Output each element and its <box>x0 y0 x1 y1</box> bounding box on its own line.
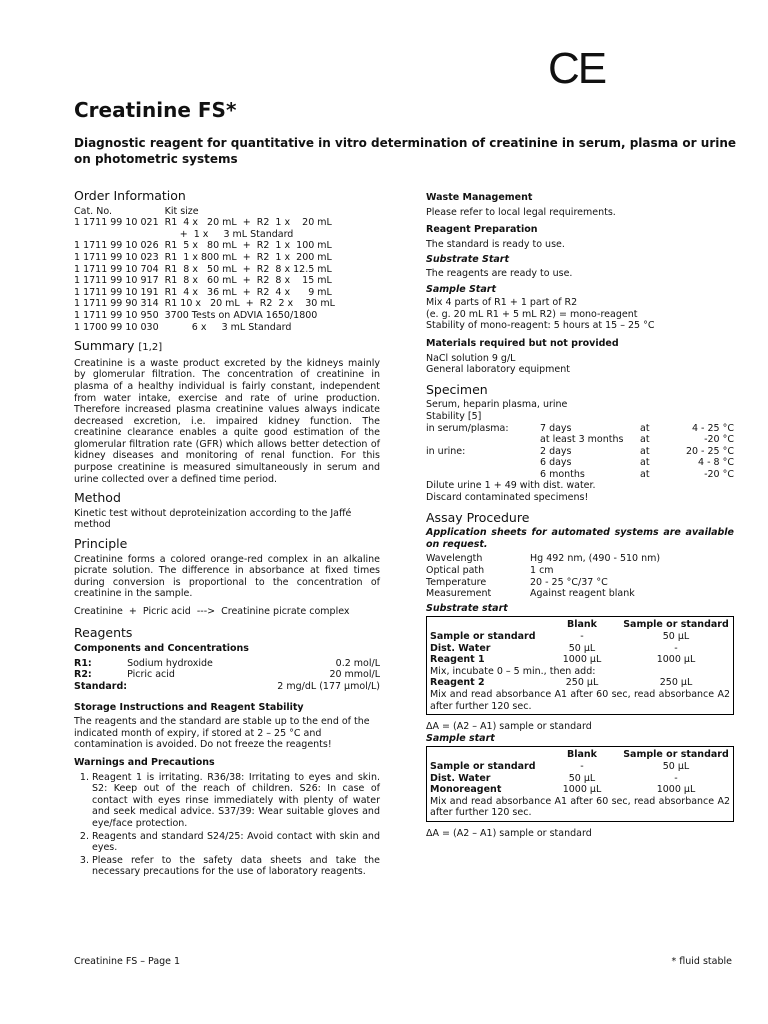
stability-temperature: 4 - 25 °C <box>691 422 734 434</box>
param-label: Measurement <box>426 588 492 600</box>
warnings-heading: Warnings and Precautions <box>74 756 215 768</box>
row-label: Sample or standard <box>430 760 536 772</box>
order-row <box>74 310 341 322</box>
param-value: Hg 492 nm, (490 - 510 nm) <box>530 553 661 565</box>
order-col-kitsize: Kit size <box>164 205 199 217</box>
sample-start-box <box>426 746 734 822</box>
table-row <box>430 677 730 689</box>
table-header-cell <box>430 619 542 631</box>
substrate-start-table <box>430 619 730 712</box>
cat-no: 1 1711 99 10 026 <box>74 240 159 252</box>
prep-heading: Reagent Preparation <box>426 224 538 236</box>
sample-start-line: Mix 4 parts of R1 + 1 part of R2 <box>426 297 578 309</box>
sample-value: 1000 µL <box>656 784 696 796</box>
summary-text: Creatinine is a waste product excreted by the kidneys mainly by glomerular filtration. The concentration of creatinine in plasma of a healthy individual is fairly constant, independent from water intake, exercise and rate of urine production. Therefore increased plasma creatinine values always indicate decreased excretion, i.e. impaired kidney function. The creatinine clearance enables a quite good estimation of the glomerular filtration rate (GFR) which allows better detection of kidney diseases and monitoring of renal function. For this purpose creatinine is measured simultaneously in serum and urine collected over a defined time period. <box>74 357 380 485</box>
right-column <box>426 190 734 840</box>
materials-line: General laboratory equipment <box>426 364 570 376</box>
component-concentration: 20 mmol/L <box>329 669 380 681</box>
component-name <box>127 681 242 693</box>
stability-duration: 7 days <box>540 422 572 434</box>
components-table <box>74 658 380 693</box>
cat-no: 1 1711 99 90 314 <box>74 298 159 310</box>
stability-at: at <box>640 434 650 446</box>
stability-matrix <box>426 469 540 481</box>
blank-value: 1000 µL <box>562 654 602 666</box>
cat-no: 1 1711 99 10 704 <box>74 263 159 275</box>
stability-row <box>426 423 734 435</box>
sample-start-text <box>426 297 734 332</box>
waste-heading: Waste Management <box>426 192 533 203</box>
stability-at: at <box>640 468 650 480</box>
mix-note: Mix and read absorbance A1 after 60 sec, read absorbance A2 after further 120 sec. <box>430 795 730 819</box>
sample-value: 50 µL <box>662 760 690 772</box>
kit-size: R1 8 x 60 mL + R2 8 x 15 mL <box>164 275 332 287</box>
sample-mix-row <box>430 796 730 819</box>
reagents-heading: Reagents <box>74 624 133 640</box>
assay-params-table <box>426 553 734 599</box>
substrate-start-text: The reagents are ready to use. <box>426 267 573 279</box>
delta-formula-1: ΔA = (A2 – A1) sample or standard <box>426 721 592 733</box>
principle-reaction: Creatinine + Picric acid ---> Creatinine picrate complex <box>74 606 350 617</box>
table-row <box>430 784 730 796</box>
stability-at: at <box>640 445 650 457</box>
sample-value: 250 µL <box>659 677 693 689</box>
component-concentration: 0.2 mol/L <box>335 657 380 669</box>
component-name: Sodium hydroxide <box>127 657 213 669</box>
kit-size: R1 1 x 800 mL + R2 1 x 200 mL <box>164 251 332 263</box>
summary-heading <box>74 340 380 354</box>
kit-size: R1 5 x 80 mL + R2 1 x 100 mL <box>164 240 332 252</box>
component-name: Picric acid <box>127 669 175 681</box>
sample-table-header <box>430 749 730 761</box>
order-header-row <box>74 206 341 218</box>
kit-size: R1 8 x 50 mL + R2 8 x 12.5 mL <box>164 263 332 275</box>
sample-value: 1000 µL <box>656 654 696 666</box>
substrate-mix1-row <box>430 666 730 678</box>
cat-no: 1 1700 99 10 030 <box>74 321 159 333</box>
substrate-mix2-row <box>430 689 730 712</box>
footer-note: * fluid stable <box>671 956 732 967</box>
order-row <box>74 229 341 241</box>
blank-value: - <box>580 760 584 772</box>
sample-value: 50 µL <box>662 631 690 642</box>
specimen-line2: Stability [5] <box>426 410 482 422</box>
table-row <box>430 643 730 655</box>
order-heading: Order Information <box>74 188 186 203</box>
order-row <box>74 287 341 299</box>
sample-start-line: (e. g. 20 mL R1 + 5 mL R2) = mono-reagent <box>426 308 638 320</box>
components-heading: Components and Concentrations <box>74 643 249 655</box>
order-row <box>74 275 341 287</box>
stability-matrix: in serum/plasma: <box>426 422 509 434</box>
param-label: Wavelength <box>426 553 483 565</box>
order-row <box>74 240 341 252</box>
table-header-cell: Sample or standard <box>623 749 729 761</box>
cat-no: 1 1711 99 10 950 <box>74 309 159 321</box>
sample-start-table <box>430 749 730 819</box>
substrate-table-header <box>430 619 730 631</box>
method-text: Kinetic test without deproteinization according to the Jaffé method <box>74 507 352 531</box>
kit-size: + 1 x 3 mL Standard <box>164 228 294 240</box>
component-row <box>74 658 380 670</box>
component-label: Standard: <box>74 680 128 692</box>
specimen-line1: Serum, heparin plasma, urine <box>426 399 568 411</box>
stability-row <box>426 469 734 481</box>
assay-heading: Assay Procedure <box>426 509 530 525</box>
stability-duration: 6 days <box>540 457 572 469</box>
param-row <box>426 588 734 600</box>
page-subtitle: Diagnostic reagent for quantitative in vitro determination of creatinine in serum, plasma or urine on photometric systems <box>74 136 737 166</box>
param-row <box>426 565 734 577</box>
kit-size: 3700 Tests on ADVIA 1650/1800 <box>164 309 318 321</box>
stability-temperature: 20 - 25 °C <box>685 445 734 457</box>
component-row <box>74 669 380 681</box>
stability-matrix <box>426 457 540 469</box>
left-column <box>74 190 380 879</box>
order-table <box>74 206 341 334</box>
specimen-stability-table <box>426 423 734 481</box>
component-label: R1: <box>74 657 92 669</box>
kit-size: R1 10 x 20 mL + R2 2 x 30 mL <box>164 298 335 310</box>
storage-text: The reagents and the standard are stable up to the end of the indicated month of expiry, if stored at 2 – 25 °C and contamination is avoided. Do not freeze the reagents! <box>74 716 370 751</box>
principle-text: Creatinine forms a colored orange-red complex in an alkaline picrate solution. The difference in absorbance at fixed times during conversion is proportional to the concentration of creatinine in the sample. <box>74 553 380 600</box>
mix-note: Mix and read absorbance A1 after 60 sec, read absorbance A2 after further 120 sec. <box>430 688 730 712</box>
stability-duration: 2 days <box>540 445 572 457</box>
delta-formula-2: ΔA = (A2 – A1) sample or standard <box>426 827 592 839</box>
cat-no <box>74 229 165 241</box>
substrate-table-heading: Substrate start <box>426 602 508 614</box>
materials-text <box>426 353 734 376</box>
table-header-cell: Blank <box>567 749 597 761</box>
blank-value: 250 µL <box>565 677 599 689</box>
param-label: Temperature <box>426 576 487 588</box>
stability-matrix <box>426 434 540 446</box>
sample-start-heading: Sample Start <box>426 283 496 295</box>
cat-no: 1 1711 99 10 191 <box>74 286 159 298</box>
stability-row <box>426 446 734 458</box>
stability-at: at <box>640 422 650 434</box>
table-header-cell: Sample or standard <box>623 619 729 631</box>
stability-temperature: -20 °C <box>704 468 734 480</box>
component-row <box>74 681 380 693</box>
warnings-list <box>74 772 380 878</box>
table-row <box>430 654 730 666</box>
order-row <box>74 322 341 334</box>
substrate-start-heading: Substrate Start <box>426 254 510 266</box>
substrate-start-box <box>426 616 734 715</box>
stability-matrix: in urine: <box>426 445 466 457</box>
materials-line: NaCl solution 9 g/L <box>426 352 516 364</box>
table-row <box>430 631 730 643</box>
param-value: Against reagent blank <box>530 588 635 600</box>
storage-heading: Storage Instructions and Reagent Stability <box>74 701 304 713</box>
param-value: 20 - 25 °C/37 °C <box>530 576 608 588</box>
table-header-cell <box>430 749 542 761</box>
row-label: Dist. Water <box>430 772 491 784</box>
specimen-discard: Discard contaminated specimens! <box>426 492 589 504</box>
stability-temperature: -20 °C <box>704 434 734 446</box>
component-concentration: 2 mg/dL (177 µmol/L) <box>277 680 380 692</box>
specimen-heading: Specimen <box>426 381 488 397</box>
warning-item: 1. Reagent 1 is irritating. R36/38: Irritating to eyes and skin. S2: Keep out of the reach of children. S26: In case of contact with eyes rinse immediately with plenty of water and seek medical advice. S37/39: Wear suitable gloves and eye/face protection. <box>92 772 380 830</box>
stability-at: at <box>640 457 650 469</box>
principle-heading: Principle <box>74 536 128 552</box>
row-label: Sample or standard <box>430 631 536 642</box>
summary-ref: [1,2] <box>138 342 163 354</box>
blank-value: 50 µL <box>568 642 596 654</box>
order-row <box>74 298 341 310</box>
footer-page-label: Creatinine FS – Page 1 <box>74 956 181 967</box>
blank-value: 1000 µL <box>562 784 602 796</box>
row-label: Reagent 2 <box>430 677 485 689</box>
order-col-catno: Cat. No. <box>74 205 112 217</box>
warning-item: 2. Reagents and standard S24/25: Avoid contact with skin and eyes. <box>92 831 380 854</box>
table-header-cell: Blank <box>567 619 597 631</box>
row-label: Dist. Water <box>430 642 491 654</box>
stability-duration: 6 months <box>540 468 585 480</box>
param-row <box>426 553 734 565</box>
param-row <box>426 577 734 589</box>
cat-no: 1 1711 99 10 021 <box>74 217 159 229</box>
specimen-dilute: Dilute urine 1 + 49 with dist. water. <box>426 480 596 492</box>
order-row <box>74 252 341 264</box>
blank-value: - <box>580 631 584 642</box>
param-value: 1 cm <box>530 565 554 577</box>
method-heading: Method <box>74 490 121 506</box>
sample-table-heading: Sample start <box>426 732 495 744</box>
ce-mark-logo: CE <box>548 44 606 93</box>
sample-value: - <box>674 642 678 654</box>
table-row <box>430 773 730 785</box>
cat-no: 1 1711 99 10 023 <box>74 251 159 263</box>
stability-row <box>426 434 734 446</box>
stability-temperature: 4 - 8 °C <box>698 457 734 469</box>
summary-title: Summary <box>74 338 135 354</box>
order-row <box>74 264 341 276</box>
param-label: Optical path <box>426 565 485 577</box>
sample-start-line: Stability of mono-reagent: 5 hours at 15 – 25 °C <box>426 320 655 332</box>
table-row <box>430 761 730 773</box>
kit-size: 6 x 3 mL Standard <box>164 321 292 333</box>
kit-size: R1 4 x 36 mL + R2 4 x 9 mL <box>164 286 332 298</box>
page-title: Creatinine FS* <box>74 98 237 122</box>
assay-note: Application sheets for automated systems are available on request. <box>426 527 734 550</box>
blank-value: 50 µL <box>568 772 596 784</box>
materials-heading: Materials required but not provided <box>426 337 619 349</box>
warning-item: 3. Please refer to the safety data sheets and take the necessary precautions for the use of laboratory reagents. <box>92 855 380 878</box>
component-label: R2: <box>74 669 92 681</box>
stability-row <box>426 457 734 469</box>
mix-note: Mix, incubate 0 – 5 min., then add: <box>430 665 596 677</box>
stability-duration: at least 3 months <box>540 434 624 446</box>
waste-text: Please refer to local legal requirements. <box>426 206 616 218</box>
row-label: Monoreagent <box>430 784 502 796</box>
cat-no: 1 1711 99 10 917 <box>74 275 159 287</box>
kit-size: R1 4 x 20 mL + R2 1 x 20 mL <box>164 217 332 229</box>
order-row <box>74 217 341 229</box>
prep-text: The standard is ready to use. <box>426 238 565 250</box>
sample-value: - <box>674 772 678 784</box>
row-label: Reagent 1 <box>430 654 485 666</box>
